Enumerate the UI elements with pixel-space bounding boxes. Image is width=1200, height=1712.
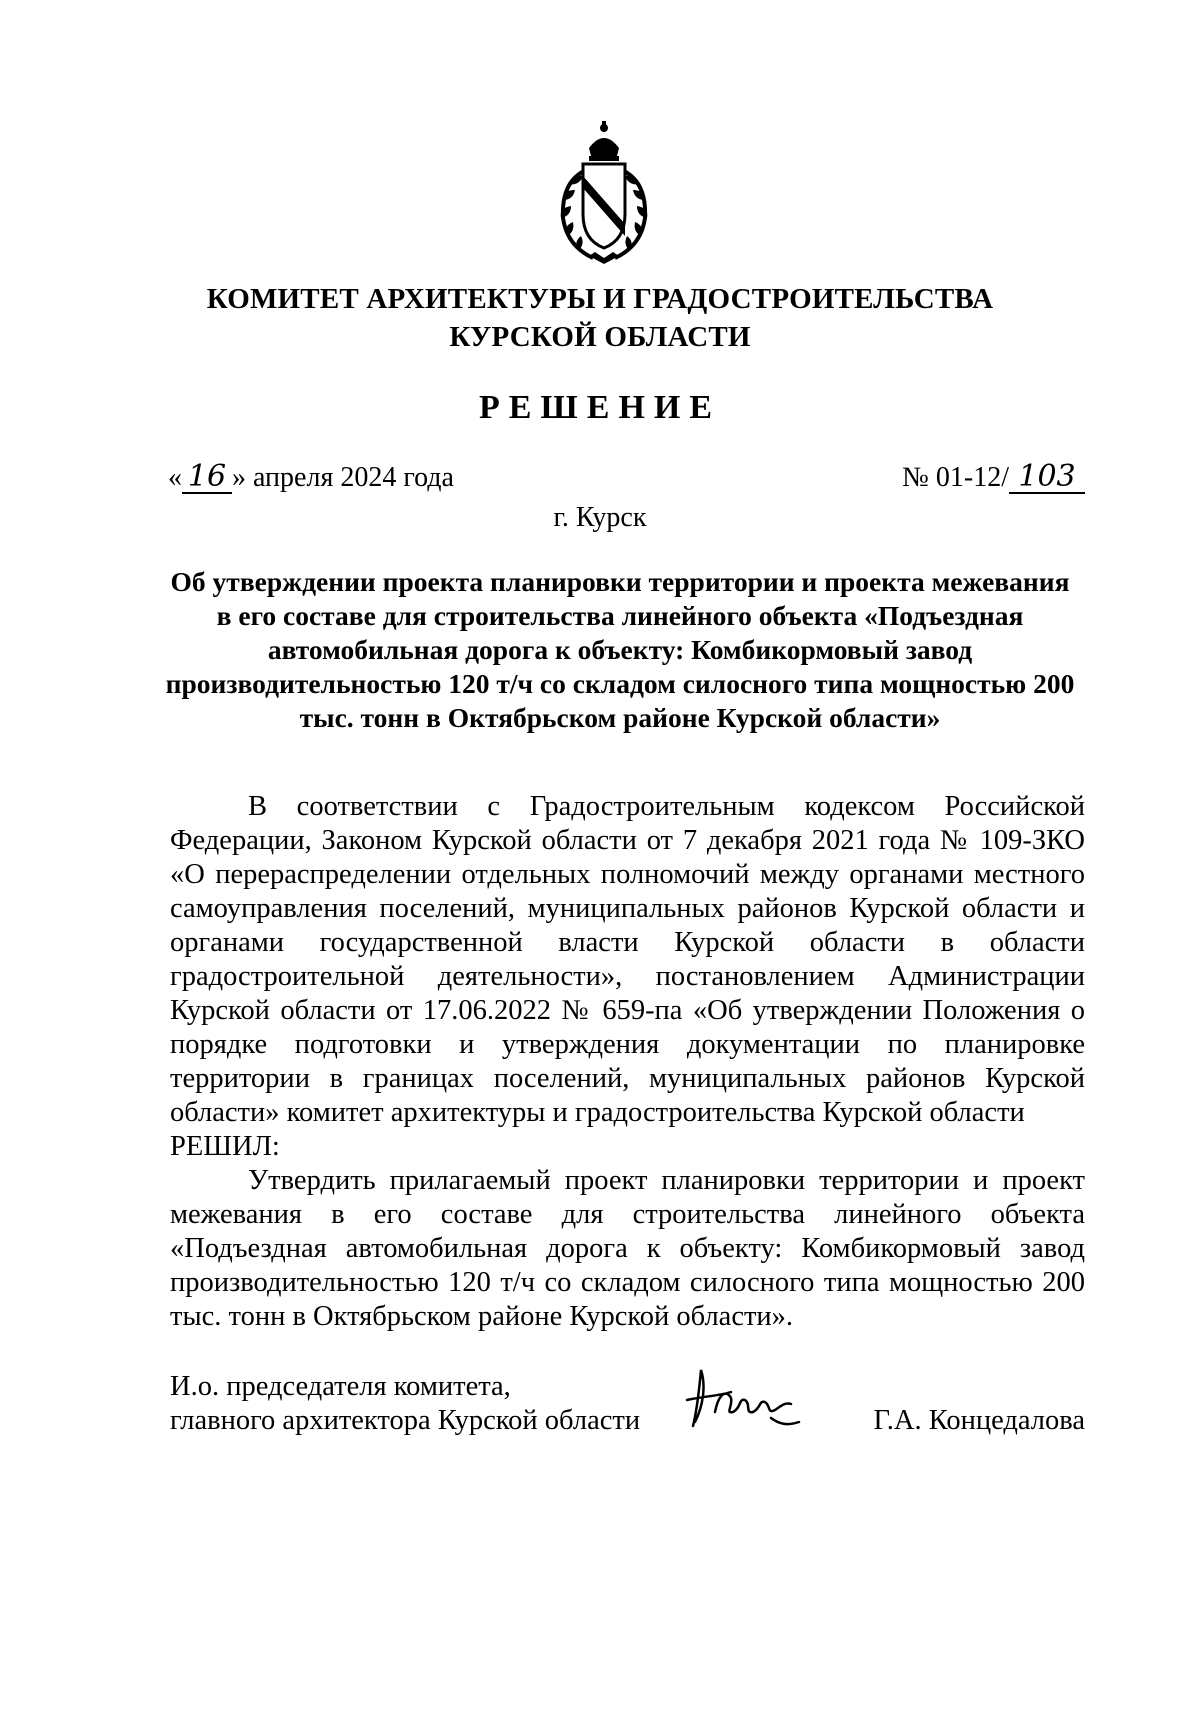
signatory-position-line-2: главного архитектора Курской области: [170, 1405, 641, 1436]
handwritten-day: 16: [182, 462, 232, 494]
organization-line-1: КОМИТЕТ АРХИТЕКТУРЫ И ГРАДОСТРОИТЕЛЬСТВА: [206, 283, 994, 315]
handwritten-signature-icon: [675, 1362, 815, 1432]
resolved-label: РЕШИЛ:: [170, 1131, 280, 1162]
document-type-title: РЕШЕНИЕ: [478, 389, 722, 426]
organization-line-2: КУРСКОЙ ОБЛАСТИ: [449, 321, 751, 353]
signature-block: [170, 1370, 1085, 1450]
document-date: [168, 458, 454, 498]
body-paragraph-2: Утвердить прилагаемый проект планировки территории и проект межевания в его составе для строительства линейного объекта «Подъездная автомобильная дорога к объекту: Комбикормовый завод производительностью 120 т/ч со складом силосного типа мощностью 200 тыс. тонн в Октябрьском районе Курской области».: [170, 1165, 1085, 1332]
date-quote-open: «: [168, 462, 182, 493]
organization-name: [0, 280, 1200, 356]
document-body: [170, 790, 1085, 1334]
coat-of-arms-icon: [553, 118, 655, 266]
signatory-name: Г.А. Концедалова: [873, 1405, 1085, 1436]
body-paragraph-1: В соответствии с Градостроительным кодексом Российской Федерации, Законом Курской области от 7 декабря 2021 года № 109-ЗКО «О перераспределении отдельных полномочий между органами местного самоуправления поселений, муниципальных районов Курской области и органами государственной власти Курской области в области градостроительной деятельности», постановлением Администрации Курской области от 17.06.2022 № 659-па «Об утверждении Положения о порядке подготовки и утверждения документации по планировке территории в границах поселений, муниципальных районов Курской области» комитет архитектуры и градостроительства Курской области: [170, 791, 1085, 1128]
signatory-position: [170, 1370, 640, 1438]
document-subject: Об утверждении проекта планировки территории и проекта межевания в его составе для строительства линейного объекта «Подъездная автомобильная дорога к объекту: Комбикормовый завод производительностью 120 т/ч со складом силосного типа мощностью 200 тыс. тонн в Октябрьском районе Курской области»: [165, 566, 1075, 733]
document-city: г. Курск: [553, 502, 647, 533]
document-number-prefix: № 01-12/: [902, 462, 1009, 493]
signatory-position-line-1: И.о. председателя комитета,: [170, 1371, 511, 1402]
document-number: [902, 458, 1085, 498]
handwritten-number: 103: [1009, 462, 1085, 494]
date-month-year: » апреля 2024 года: [232, 462, 454, 493]
date-number-row: [168, 458, 1085, 498]
